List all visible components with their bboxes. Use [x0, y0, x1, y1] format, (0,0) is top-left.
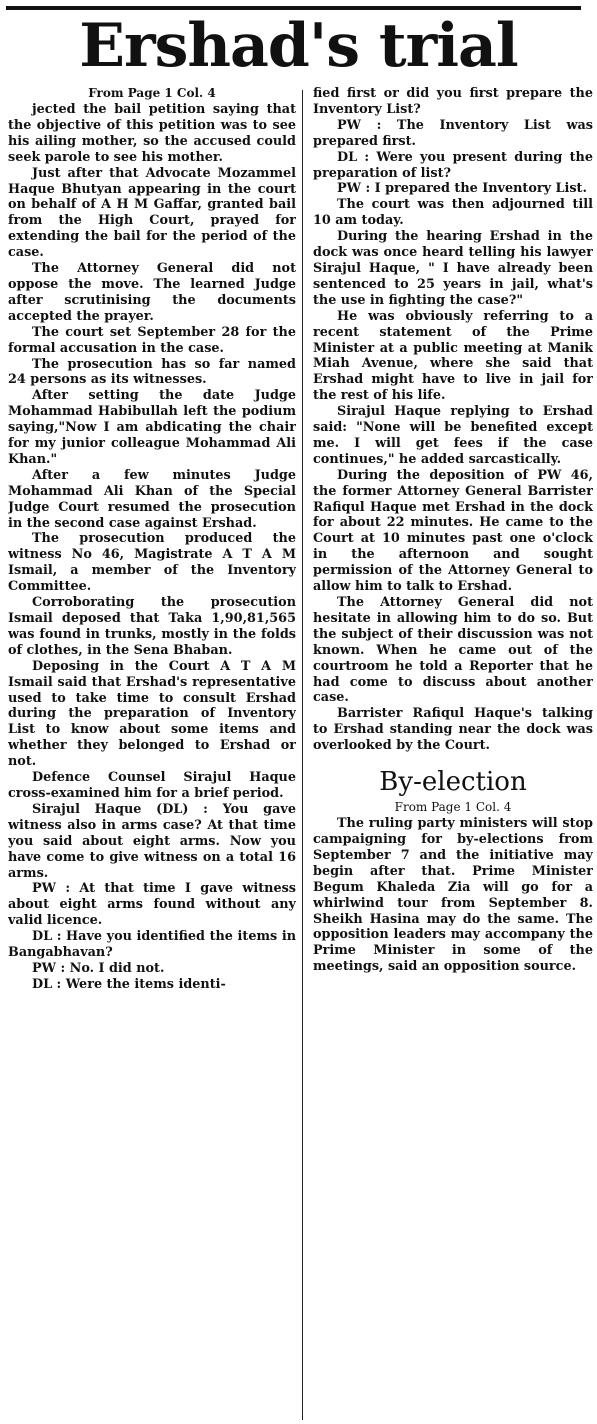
paragraph: During the hearing Ershad in the dock was once heard telling his lawyer Sirajul Haque, " I have already been sentenced to 25 years in jail, what's the use in fighting the case?"	[313, 229, 593, 308]
paragraph: Defence Counsel Sirajul Haque cross-examined him for a brief period.	[8, 770, 296, 801]
paragraph: Barrister Rafiqul Haque's talking to Ershad standing near the dock was overlooked by the Court.	[313, 706, 593, 754]
column-divider	[302, 90, 303, 1420]
paragraph: The court was then adjourned till 10 am today.	[313, 197, 593, 229]
paragraph: PW : No. I did not.	[32, 960, 165, 976]
paragraph: During the deposition of PW 46, the former Attorney General Barrister Rafiqul Haque met Ershad in the dock for about 22 minutes. He came to the Court at 10 minutes past one o'clock in the afternoon and sought permission of the Attorney General to allow him to talk to Ershad.	[313, 467, 593, 595]
paragraph: The court set September 28 for the formal accusation in the case.	[8, 324, 296, 356]
paragraph: Deposing in the Court A T A M Ismail said that Ershad's representative used to take time to consult Ershad during the preparation of Inventory List to know about some items and whether they belonged to Ershad or not.	[8, 658, 296, 770]
paragraph: DL : Were the items identi-	[32, 976, 226, 992]
paragraph: The ruling party ministers will stop campaigning for by-elections from September 7 and the initiative may begin after that. Prime Minister Begum Khaleda Zia will go for a whirlwind tour from September 8. Sheikh Hasina may do the same. The opposition leaders may accompany the Prime Minister in some of the meetings, said an opposition source.	[313, 816, 593, 975]
article-dateline: From Page 1 Col. 4	[88, 86, 216, 100]
paragraph: The Attorney General did not oppose the move. The learned Judge after scrutinising the documents accepted the prayer.	[8, 261, 296, 324]
right-column-body	[313, 118, 593, 754]
continued-paragraph: fied first or did you first prepare the Inventory List?	[313, 86, 593, 117]
byelection-body	[313, 816, 593, 975]
paragraph: Just after that Advocate Mozammel Haque Bhutyan appearing in the court on behalf of A H M Gaffar, granted bail from the High Court, prayed for extending the bail for the period of the case.	[8, 165, 296, 261]
paragraph: Sirajul Haque replying to Ershad said: "None will be benefited except me. I will get fees if the case continues," he added sarcastically.	[313, 404, 593, 467]
paragraph: The prosecution produced the witness No 46, Magistrate A T A M Ismail, a member of the Inventory Committee.	[8, 531, 296, 595]
paragraph: PW : The Inventory List was prepared first.	[313, 117, 593, 149]
paragraph: The prosecution has so far named 24 persons as its witnesses.	[8, 356, 296, 388]
article-headline: Ershad's trial	[79, 11, 518, 81]
paragraph: After a few minutes Judge Mohammad Ali Khan of the Special Judge Court resumed the prosecution in the second case against Ershad.	[8, 467, 296, 531]
byelection-headline: By-election	[379, 767, 527, 798]
paragraph: The Attorney General did not hesitate in allowing him to do so. But the subject of their discussion was not known. When he came out of the courtroom he told a Reporter that he had come to discuss about another case.	[313, 595, 593, 706]
paragraph: Corroborating the prosecution Ismail deposed that Taka 1,90,81,565 was found in trunks, mostly in the folds of clothes, in the Sena Bhaban.	[8, 595, 296, 658]
paragraph: He was obviously referring to a recent statement of the Prime Minister at a public meeting at Manik Miah Avenue, where she said that Ershad might have to live in jail for the rest of his life.	[313, 308, 593, 404]
paragraph: DL : Have you identified the items in Bangabhavan?	[8, 929, 296, 961]
paragraph: Sirajul Haque (DL) : You gave witness also in arms case? At that time you said about eight arms. Now you have come to give witness on a total 16 arms.	[8, 801, 296, 881]
left-column	[8, 86, 296, 1424]
paragraph: PW : I prepared the Inventory List.	[337, 181, 587, 197]
left-column-body	[8, 102, 296, 993]
paragraph: PW : At that time I gave witness about eight arms found without any valid licence.	[8, 881, 296, 929]
paragraph: After setting the date Judge Mohammad Habibullah left the podium saying,"Now I am abdicating the chair for my junior colleague Mohammad Ali Khan."	[8, 388, 296, 467]
paragraph: DL : Were you present during the preparation of list?	[313, 149, 593, 181]
right-column	[313, 86, 593, 1424]
paragraph: jected the bail petition saying that the objective of this petition was to see his ailing mother, so the accused could seek parole to see his mother.	[8, 102, 296, 165]
byelection-dateline: From Page 1 Col. 4	[394, 800, 512, 815]
